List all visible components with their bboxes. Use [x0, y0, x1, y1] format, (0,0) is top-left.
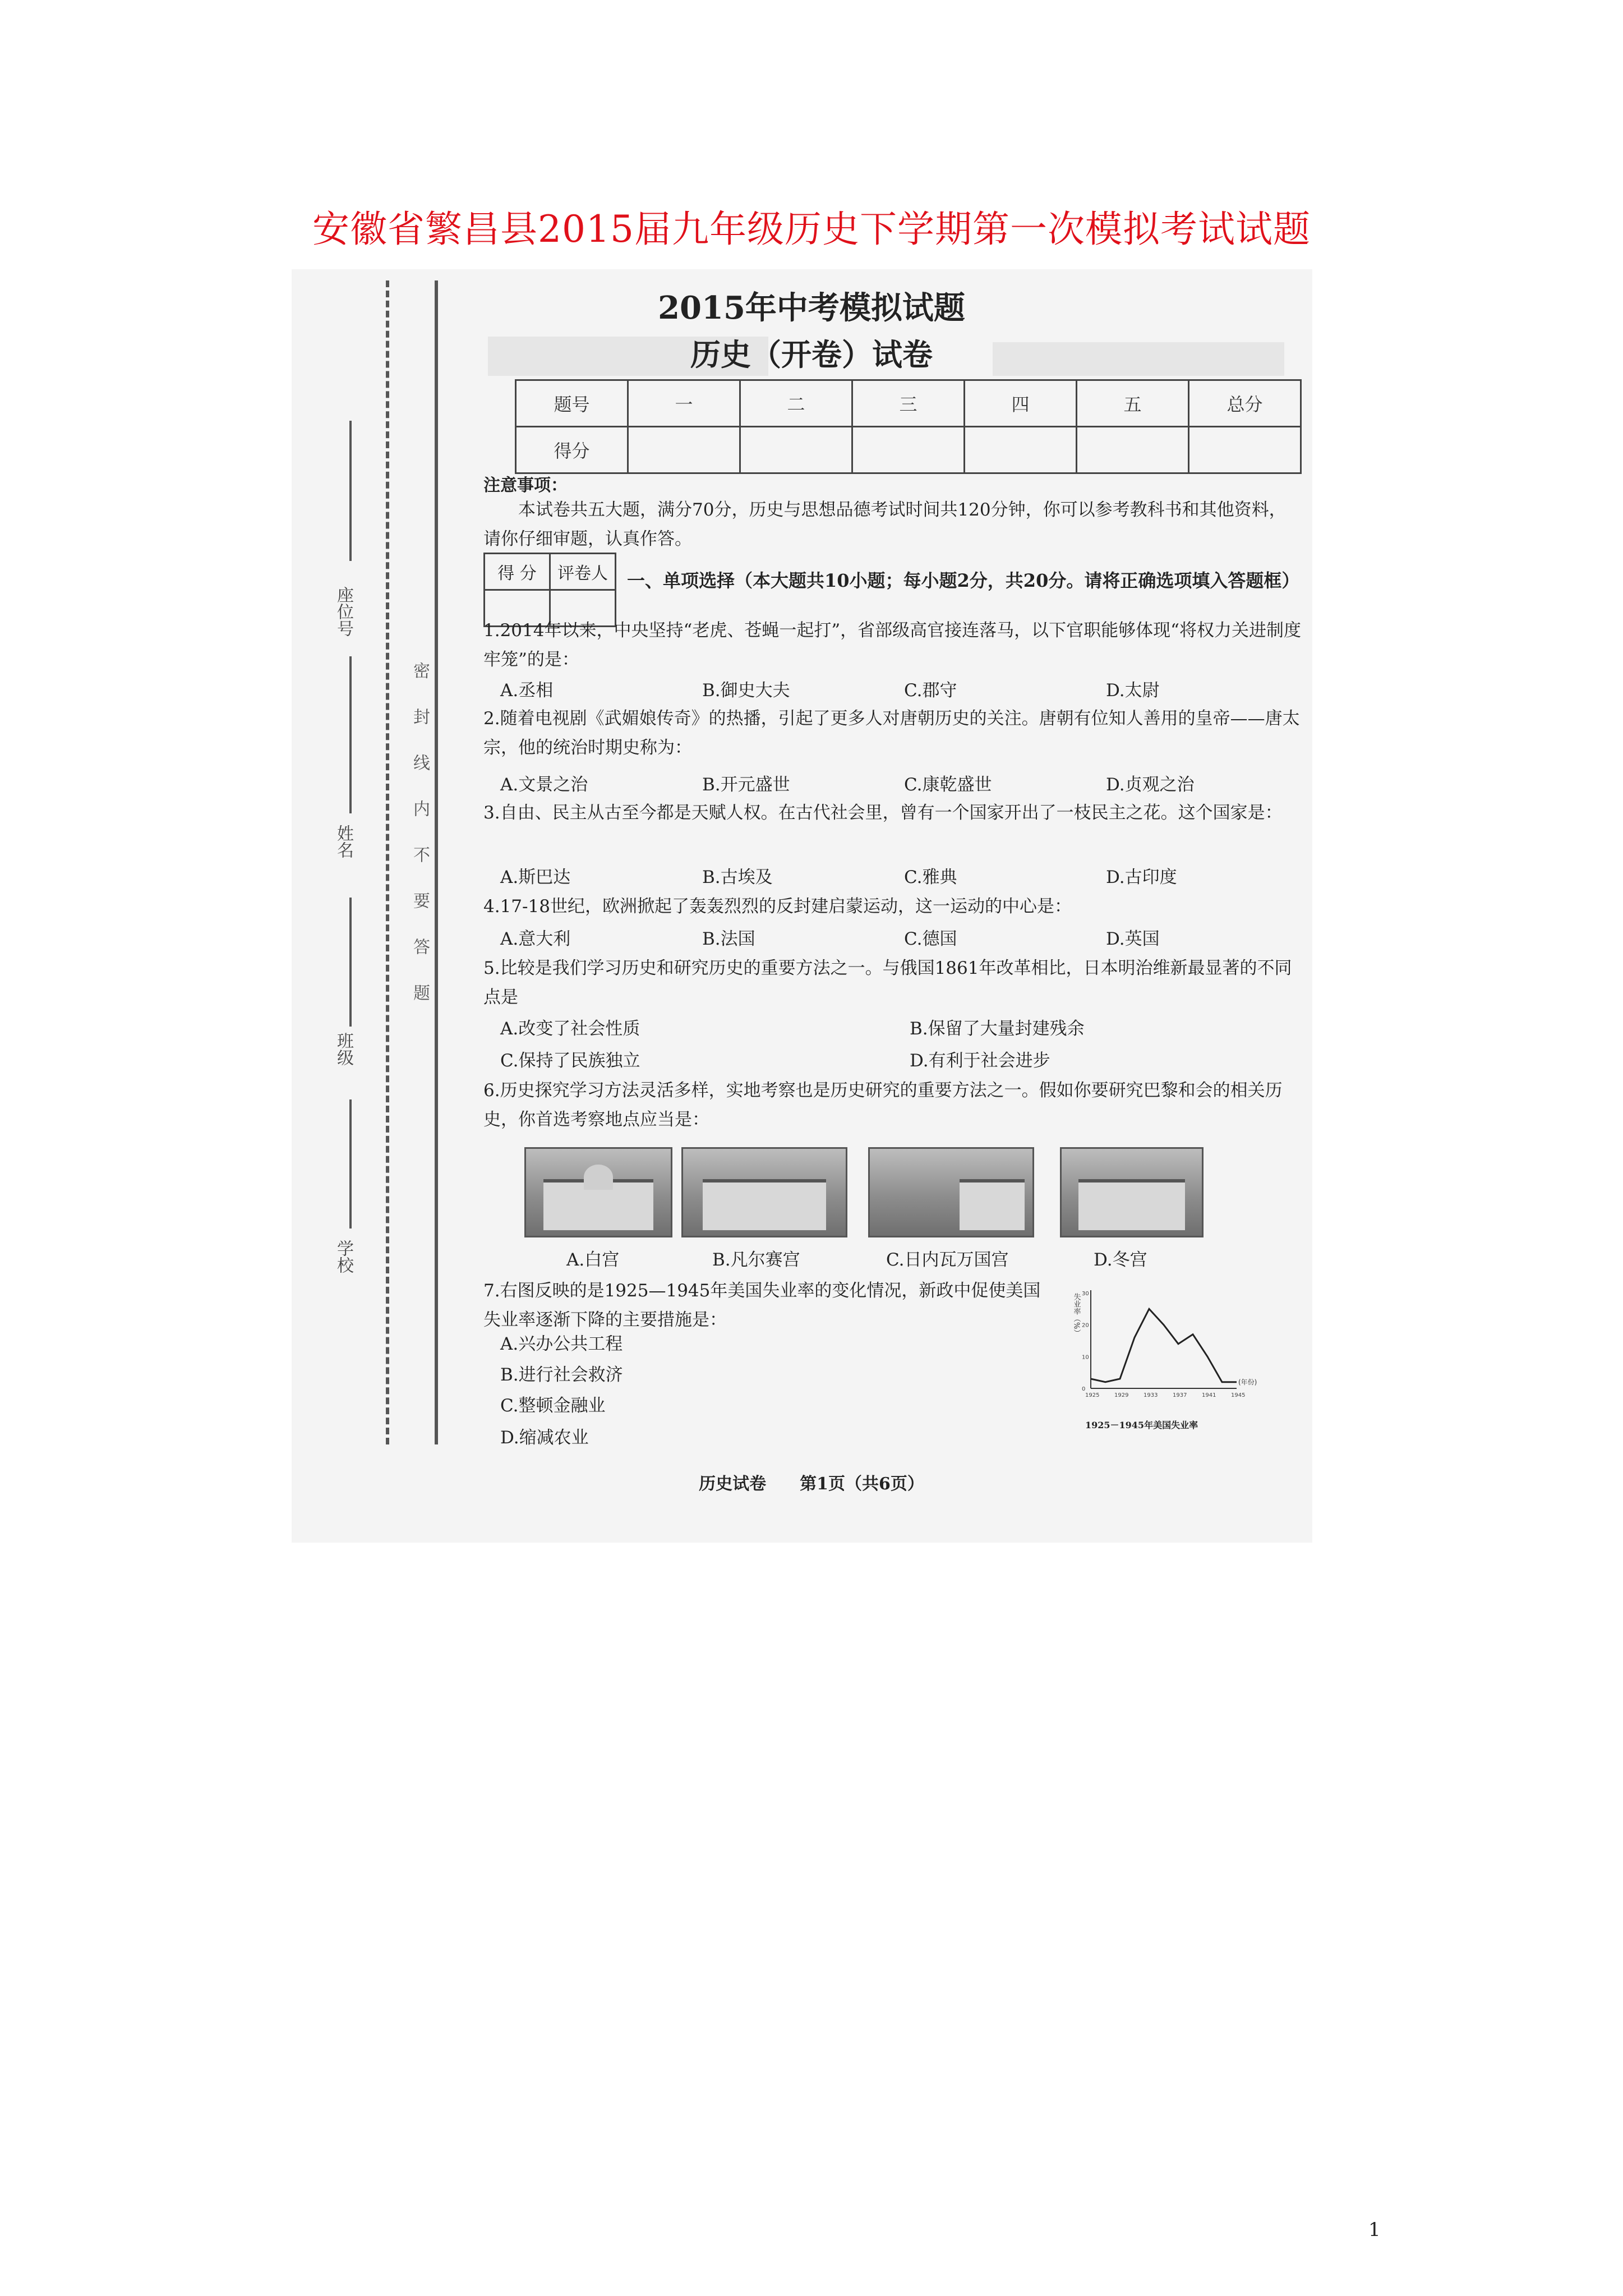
section-1-heading: 一、单项选择（本大题共10小题；每小题2分，共20分。请将正确选项填入答题框） — [627, 570, 1300, 591]
white-house-photo — [524, 1147, 672, 1237]
versailles-photo — [681, 1147, 847, 1237]
option-b: B.法国 — [702, 929, 755, 949]
chart-title: 1925－1945年美国失业率 — [1085, 1420, 1198, 1430]
x-tick-label: 1945 — [1231, 1392, 1246, 1398]
unemployment-chart — [1068, 1285, 1259, 1414]
score-row-label: 得分 — [516, 427, 628, 473]
option-d: D.古印度 — [1106, 867, 1177, 887]
binding-dashed-line — [386, 280, 389, 1444]
seat-number-label: 座位号 — [334, 586, 353, 637]
option-c: C.整顿金融业 — [500, 1396, 606, 1416]
score-cell — [1189, 427, 1301, 473]
option-d: D.英国 — [1106, 929, 1160, 949]
page-number: 1 — [1368, 2219, 1381, 2241]
question-3-options — [500, 863, 1308, 888]
option-d: D.太尉 — [1106, 680, 1160, 701]
score-header-cell: 一 — [628, 380, 740, 427]
notice-text: 本试卷共五大题，满分70分，历史与思想品德考试时间共120分钟，你可以参考教科书和其他资料，请你仔细审题，认真作答。 — [483, 500, 1287, 549]
option-d: D.有利于社会进步 — [910, 1051, 1050, 1071]
x-tick-label: 1941 — [1202, 1392, 1216, 1398]
option-b: B.御史大夫 — [702, 680, 790, 701]
option-a: A.文景之治 — [500, 775, 588, 795]
option-c: C.雅典 — [904, 867, 957, 887]
question-3: 3.自由、民主从古至今都是天赋人权。在古代社会里，曾有一个国家开出了一枝民主之花。这个国家是： — [483, 803, 1283, 823]
score-header-cell: 三 — [852, 380, 965, 427]
school-label: 学校 — [334, 1240, 353, 1273]
x-axis-label: (年份) — [1238, 1378, 1257, 1386]
class-line — [349, 898, 352, 1027]
option-a: A.丞相 — [500, 680, 554, 701]
x-tick-label: 1933 — [1144, 1392, 1158, 1398]
option-a: A.兴办公共工程 — [500, 1334, 623, 1354]
score-table-header-row — [516, 380, 1301, 427]
question-2-options — [500, 770, 1308, 795]
page-footer: 历史试卷 第1页（共6页） — [699, 1474, 924, 1494]
option-a: A.改变了社会性质 — [500, 1019, 640, 1039]
grader-name-header: 评卷人 — [550, 554, 616, 590]
option-a: A.意大利 — [500, 929, 571, 949]
seat-number-line — [349, 421, 352, 561]
question-4-options — [500, 924, 1308, 950]
x-tick-label: 1929 — [1114, 1392, 1129, 1398]
score-header-cell: 四 — [965, 380, 1077, 427]
y-tick-label: 10 — [1082, 1354, 1089, 1361]
palais-des-nations-photo — [868, 1147, 1034, 1237]
score-cell — [965, 427, 1077, 473]
x-tick-label: 1937 — [1173, 1392, 1187, 1398]
y-tick-label: 30 — [1082, 1291, 1089, 1297]
option-b: B.古埃及 — [702, 867, 773, 887]
name-label: 姓名 — [334, 825, 353, 858]
notice-title: 注意事项： — [483, 476, 568, 495]
option-c: C.郡守 — [904, 680, 957, 701]
option-a: A.斯巴达 — [500, 867, 571, 887]
photo-caption-c: C.日内瓦万国宫 — [886, 1250, 1009, 1270]
score-table-score-row — [516, 427, 1301, 473]
option-c: C.德国 — [904, 929, 957, 949]
photo-caption-a: A.白宫 — [566, 1250, 620, 1270]
option-c: C.保持了民族独立 — [500, 1051, 640, 1071]
school-line — [349, 1099, 352, 1228]
option-c: C.康乾盛世 — [904, 775, 992, 795]
x-tick-label: 1925 — [1085, 1392, 1100, 1398]
question-1-options — [500, 676, 1308, 701]
option-b: B.保留了大量封建残余 — [910, 1019, 1085, 1039]
y-tick-label: 20 — [1082, 1322, 1089, 1329]
score-header-cell: 总分 — [1189, 380, 1301, 427]
score-cell — [740, 427, 852, 473]
class-label: 班级 — [334, 1032, 353, 1066]
option-d: D.缩减农业 — [500, 1428, 589, 1448]
question-7: 7.右图反映的是1925—1945年美国失业率的变化情况，新政中促使美国失业率逐渐下降的主要措施是： — [483, 1281, 1041, 1330]
question-1: 1.2014年以来，中央坚持“老虎、苍蝇一起打”，省部级高官接连落马，以下官职能够体现“将权力关进制度牢笼”的是： — [483, 620, 1302, 670]
photo-caption-d: D.冬宫 — [1094, 1250, 1147, 1270]
question-4: 4.17-18世纪，欧洲掀起了轰轰烈烈的反封建启蒙运动，这一运动的中心是： — [483, 896, 1072, 917]
seal-line-text: 密封线内不要答题 — [410, 662, 430, 1030]
option-b: B.进行社会救济 — [500, 1365, 623, 1385]
document-title: 安徽省繁昌县2015届九年级历史下学期第一次模拟考试试题 — [312, 208, 1311, 251]
photo-caption-b: B.凡尔赛宫 — [712, 1250, 800, 1270]
unemployment-series-line — [1091, 1309, 1237, 1382]
score-table — [515, 379, 1302, 474]
name-line — [349, 656, 352, 813]
score-header-cell: 五 — [1077, 380, 1189, 427]
y-axis-label: 失业率（%） — [1072, 1293, 1081, 1337]
option-d: D.贞观之治 — [1106, 775, 1195, 795]
exam-subtitle: 历史（开卷）试卷 — [690, 337, 933, 372]
grader-score-header: 得 分 — [485, 554, 550, 590]
y-tick-label: 0 — [1082, 1386, 1086, 1392]
exam-title: 2015年中考模拟试题 — [658, 289, 965, 326]
score-cell — [1077, 427, 1189, 473]
question-6: 6.历史探究学习方法灵活多样，实地考察也是历史研究的重要方法之一。假如你要研究巴黎和会的相关历史，你首选考察地点应当是： — [483, 1080, 1283, 1130]
score-cell — [628, 427, 740, 473]
winter-palace-photo — [1060, 1147, 1204, 1237]
question-5: 5.比较是我们学习历史和研究历史的重要方法之一。与俄国1861年改革相比，日本明治维新最显著的不同点是 — [483, 958, 1292, 1007]
binding-solid-line — [435, 280, 438, 1444]
score-header-cell: 题号 — [516, 380, 628, 427]
question-2: 2.随着电视剧《武媚娘传奇》的热播，引起了更多人对唐朝历史的关注。唐朝有位知人善用的皇帝——唐太宗，他的统治时期史称为： — [483, 708, 1300, 758]
option-b: B.开元盛世 — [702, 775, 790, 795]
score-header-cell: 二 — [740, 380, 852, 427]
score-cell — [852, 427, 965, 473]
